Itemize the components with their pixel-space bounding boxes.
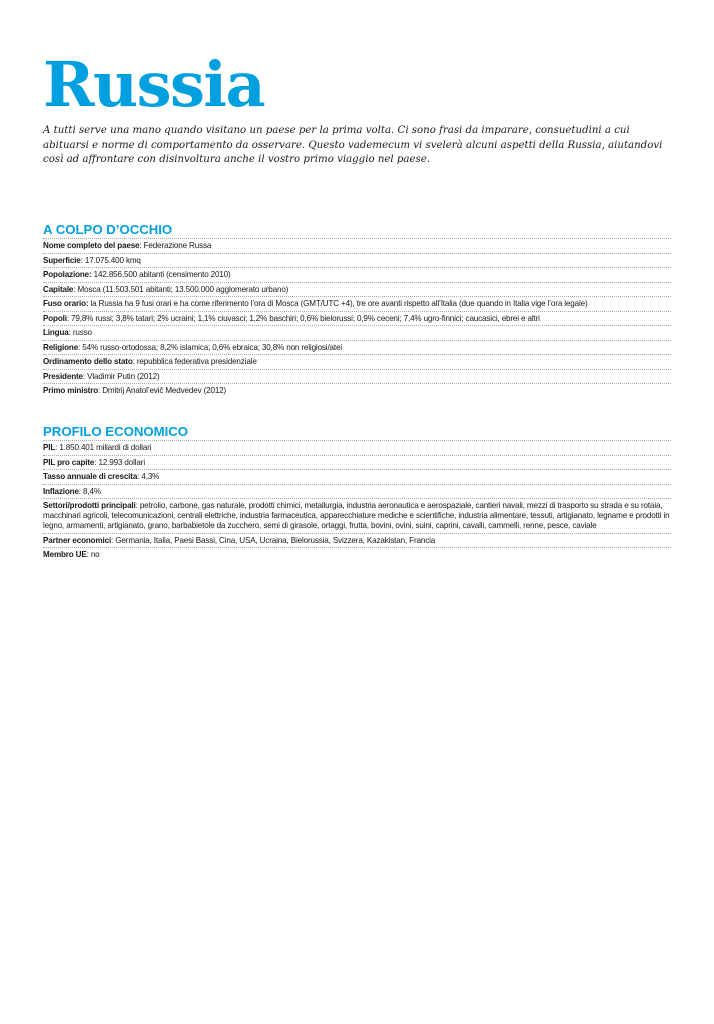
fact-key: Ordinamento dello stato	[43, 357, 133, 366]
fact-value: : 1.850.401 miliardi di dollari	[55, 443, 152, 452]
fact-row-inflation	[43, 485, 671, 500]
fact-value: : repubblica federativa presidenziale	[132, 357, 257, 366]
fact-value: la Russia ha 9 fusi orari e ha come riferimento l’ora di Mosca (GMT/UTC +4), tre ore avanti rispetto all’Italia (due quando in Italia vige l’ora legale)	[88, 299, 588, 308]
section-title-at-a-glance: A COLPO D’OCCHIO	[43, 222, 671, 239]
section-title-economic-profile: PROFILO ECONOMICO	[43, 424, 671, 441]
fact-value: : no	[86, 550, 100, 560]
fact-key: Nome completo del paese	[43, 241, 140, 250]
fact-key: Lingua	[43, 328, 69, 337]
fact-row-main-sectors	[43, 499, 671, 534]
fact-key: PIL pro capite	[43, 457, 95, 467]
fact-value: : 4,3%	[137, 472, 160, 481]
fact-row-peoples	[43, 312, 671, 327]
fact-row-growth-rate	[43, 470, 671, 485]
fact-key: Superficie	[43, 255, 81, 265]
fact-value: : Vladimir Putin (2012)	[82, 371, 160, 381]
fact-key: PIL	[43, 443, 56, 452]
fact-value: : petrolio, carbone, gas naturale, prodotti chimici, metallurgia, industria aeronautica e aerospaziale, cantieri navali, mezzi di trasporto su strada e su rotaia, macchinari agricoli, telecomunicazioni, centrali elettriche, industria farmaceutica, apparecchiature mediche e scientifiche, industria alimentare, tessuti, artigianato, legname e prodotti in legno, armamenti, artigianato, grano, barbabietole da zucchero, semi di girasole, ortaggi, frutta, bovini, ovini, suini, caprini, cavalli, cammelli, renne, pesce, caviale	[43, 501, 670, 531]
fact-value: : 8,4%	[78, 486, 101, 496]
fact-key: Tasso annuale di crescita	[43, 472, 138, 481]
fact-row-prime-minister	[43, 384, 671, 398]
fact-key: Inflazione	[43, 486, 79, 496]
fact-row-gdp	[43, 441, 671, 456]
fact-value: : Germania, Italia, Paesi Bassi, Cina, USA, Ucraina, Bielorussia, Svizzera, Kazakistan, Francia	[111, 535, 436, 545]
fact-value: 142.856.500 abitanti (censimento 2010)	[91, 270, 231, 279]
page-title: Russia	[43, 48, 265, 121]
fact-list	[43, 441, 671, 562]
fact-value: : Federazione Russa	[139, 241, 212, 250]
section-economic-profile	[43, 424, 671, 562]
fact-row-time-zone	[43, 297, 671, 312]
fact-key: Presidente	[43, 371, 83, 381]
fact-key: Capitale	[43, 284, 74, 294]
fact-row-religion	[43, 341, 671, 356]
fact-row-population	[43, 268, 671, 283]
intro-paragraph: A tutti serve una mano quando visitano un paese per la prima volta. Ci sono frasi da imparare, consuetudini a cui abituarsi e norme di comportamento da osservare. Questo vademecum vi svelerà alcuni aspetti della Russia, aiutandovi così ad affrontare con disinvoltura anche il vostro primo viaggio nel paese.	[43, 125, 663, 165]
fact-value: : 79,8% russi; 3,8% tatari; 2% ucraini; 1,1% ciuvasci; 1,2% baschiri; 0,6% bielorussi; 0,9% ceceni; 7,4% ugro-finnici; caucasici, ebrei e altri	[66, 313, 540, 323]
fact-value: : Dmitrij Anatol’evič Medvedev (2012)	[98, 386, 227, 395]
fact-key: Religione	[43, 342, 79, 352]
fact-key: Partner economici	[43, 535, 112, 545]
fact-row-eu-member	[43, 548, 671, 562]
fact-value: : 54% russo-ortodossa; 8,2% islamica; 0,6% ebraica; 30,8% non religiosi/atei	[78, 342, 343, 352]
fact-row-president	[43, 370, 671, 385]
fact-value: : russo	[68, 328, 92, 337]
fact-row-area	[43, 254, 671, 269]
fact-row-trade-partners	[43, 534, 671, 549]
fact-key: Primo ministro	[43, 386, 99, 395]
fact-key: Membro UE	[43, 550, 87, 560]
section-at-a-glance	[43, 222, 671, 398]
fact-value: : 12.993 dollari	[94, 457, 145, 467]
fact-row-government	[43, 355, 671, 370]
fact-key: Settori/prodotti principali	[43, 501, 136, 510]
fact-key: Popolazione:	[43, 270, 92, 279]
fact-row-capital	[43, 283, 671, 298]
fact-key: Popoli	[43, 313, 67, 323]
fact-row-gdp-per-capita	[43, 456, 671, 471]
fact-value: : Mosca (11.503.501 abitanti; 13.500.000 agglomerato urbano)	[73, 284, 289, 294]
fact-list	[43, 239, 671, 398]
fact-row-full-name	[43, 239, 671, 254]
fact-row-language	[43, 326, 671, 341]
fact-key: Fuso orario:	[43, 299, 89, 308]
fact-value: : 17.075.400 kmq	[80, 255, 141, 265]
